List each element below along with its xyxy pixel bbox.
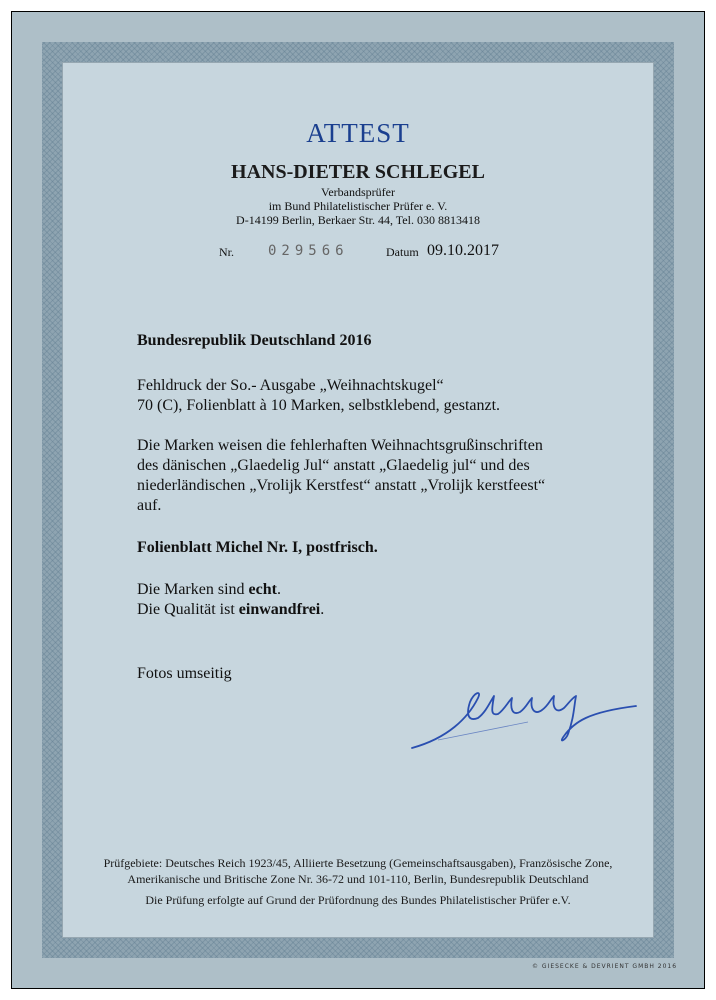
genuine-statement (137, 581, 281, 599)
handwritten-signature (408, 678, 638, 758)
footer-scope-line-2: Amerikanische und Britische Zone Nr. 36-72 und 101-110, Berlin, Bundesrepublik Deutschland (127, 872, 589, 886)
date-label: Datum (386, 245, 419, 259)
footer-regulation-line: Die Prüfung erfolgte auf Grund der Prüfordnung des Bundes Philatelistischer Prüfer e.V. (145, 893, 571, 907)
description-line-1: Fehldruck der So.- Ausgabe „Weihnachtskugel“ (137, 377, 444, 394)
genuine-value: echt (248, 581, 277, 598)
issue-heading: Bundesrepublik Deutschland 2016 (137, 332, 372, 349)
examiner-association: im Bund Philatelistischer Prüfer e. V. (268, 199, 448, 213)
error-line-1: Die Marken weisen die fehlerhaften Weihnachtsgrußinschriften (137, 437, 543, 454)
quality-suffix: . (320, 601, 325, 618)
description-line-2: 70 (C), Folienblatt à 10 Marken, selbstklebend, gestanzt. (137, 397, 501, 414)
error-line-2: des dänischen „Glaedelig Jul“ anstatt „Glaedelig jul“ und des (137, 457, 530, 474)
quality-statement (137, 601, 324, 619)
serial-number: 029566 (268, 243, 349, 259)
genuine-prefix: Die Marken sind (137, 581, 249, 598)
nr-label: Nr. (219, 245, 234, 259)
examiner-name: HANS-DIETER SCHLEGEL (231, 161, 485, 183)
quality-prefix: Die Qualität ist (137, 601, 239, 618)
error-line-4: auf. (137, 497, 162, 514)
certificate-date: 09.10.2017 (427, 242, 499, 259)
certificate-title: ATTEST (306, 118, 410, 148)
summary-line: Folienblatt Michel Nr. I, postfrisch. (137, 539, 378, 556)
quality-value: einwandfrei (238, 601, 321, 618)
photos-note: Fotos umseitig (137, 665, 232, 682)
printer-imprint: © GIESECKE & DEVRIENT GMBH 2016 (532, 963, 678, 970)
examiner-role: Verbandsprüfer (321, 185, 395, 199)
footer-scope-line-1: Prüfgebiete: Deutsches Reich 1923/45, Alliierte Besetzung (Gemeinschaftsausgaben), Französische Zone, (103, 856, 613, 870)
examiner-address: D-14199 Berlin, Berkaer Str. 44, Tel. 030 8813418 (236, 213, 480, 227)
error-line-3: niederländischen „Vrolijk Kerstfest“ anstatt „Vrolijk kerstfeest“ (137, 477, 546, 494)
genuine-suffix: . (276, 581, 281, 598)
